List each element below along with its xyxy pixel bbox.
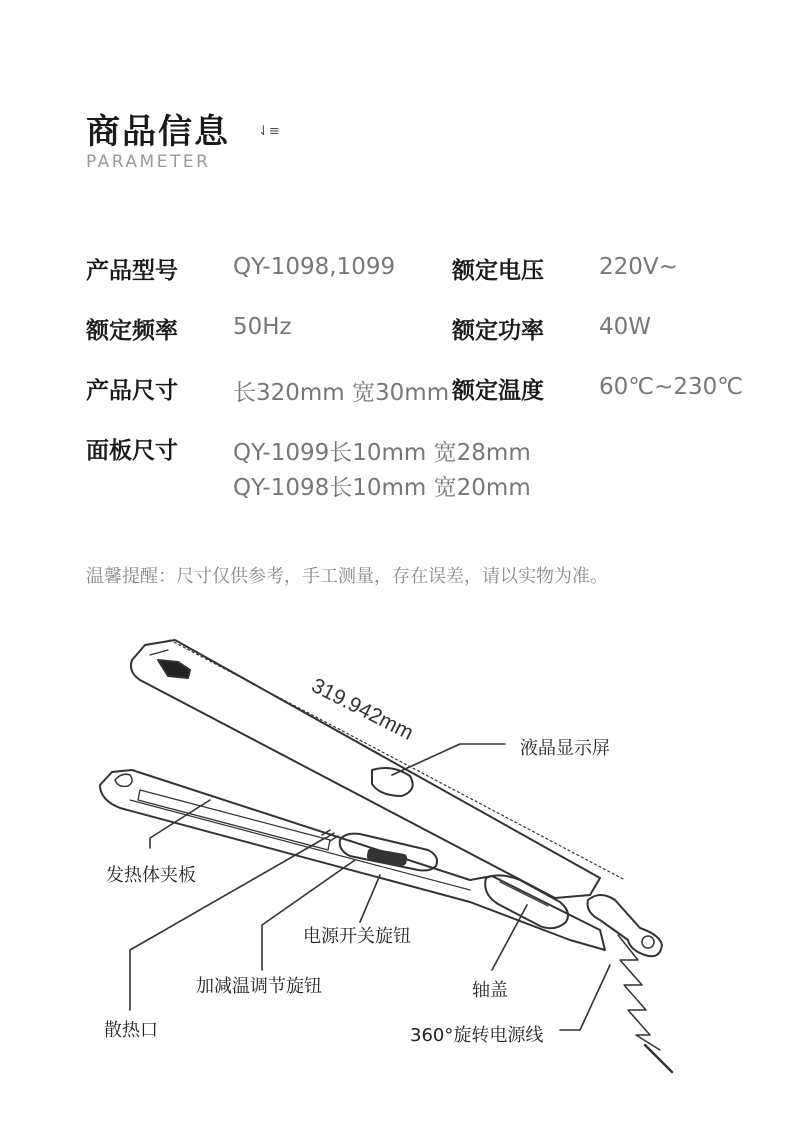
page-title: 商品信息 <box>86 112 230 152</box>
voltage-label: 额定电压 <box>452 258 544 284</box>
model-label: 产品型号 <box>86 258 178 284</box>
size-value: 长320mm 宽30mm <box>233 380 450 406</box>
frequency-value: 50Hz <box>233 314 292 340</box>
callout-lcd: 液晶显示屏 <box>520 738 610 759</box>
hinge-cover <box>485 875 568 928</box>
callout-hinge-cover: 轴盖 <box>472 980 508 1001</box>
size-label: 产品尺寸 <box>86 378 178 404</box>
power-knob <box>367 849 406 865</box>
temp-value: 60℃~230℃ <box>599 374 744 400</box>
power-value: 40W <box>599 314 652 340</box>
panel-value-1098: QY-1098长10mm 宽20mm <box>233 475 531 501</box>
model-value: QY-1098,1099 <box>233 254 396 280</box>
voltage-value: 220V~ <box>599 254 678 280</box>
dimension-label: 319.942mm <box>307 673 417 745</box>
callout-temp-knob: 加减温调节旋钮 <box>196 976 322 997</box>
callout-vent: 散热口 <box>104 1020 158 1041</box>
frequency-label: 额定频率 <box>86 318 178 344</box>
temp-label: 额定温度 <box>452 378 544 404</box>
disclaimer-note: 温馨提醒：尺寸仅供参考，手工测量，存在误差，请以实物为准。 <box>86 566 608 587</box>
callout-heating-plate: 发热体夹板 <box>106 865 196 886</box>
callout-cord: 360°旋转电源线 <box>410 1025 544 1046</box>
power-label: 额定功率 <box>452 318 544 344</box>
panel-value-1099: QY-1099长10mm 宽28mm <box>233 440 531 466</box>
sort-icon: ⇃≡ <box>258 124 280 139</box>
lcd-window <box>372 768 413 796</box>
page-subtitle: PARAMETER <box>86 152 211 172</box>
callout-power-knob: 电源开关旋钮 <box>303 926 411 947</box>
panel-label: 面板尺寸 <box>86 438 178 464</box>
